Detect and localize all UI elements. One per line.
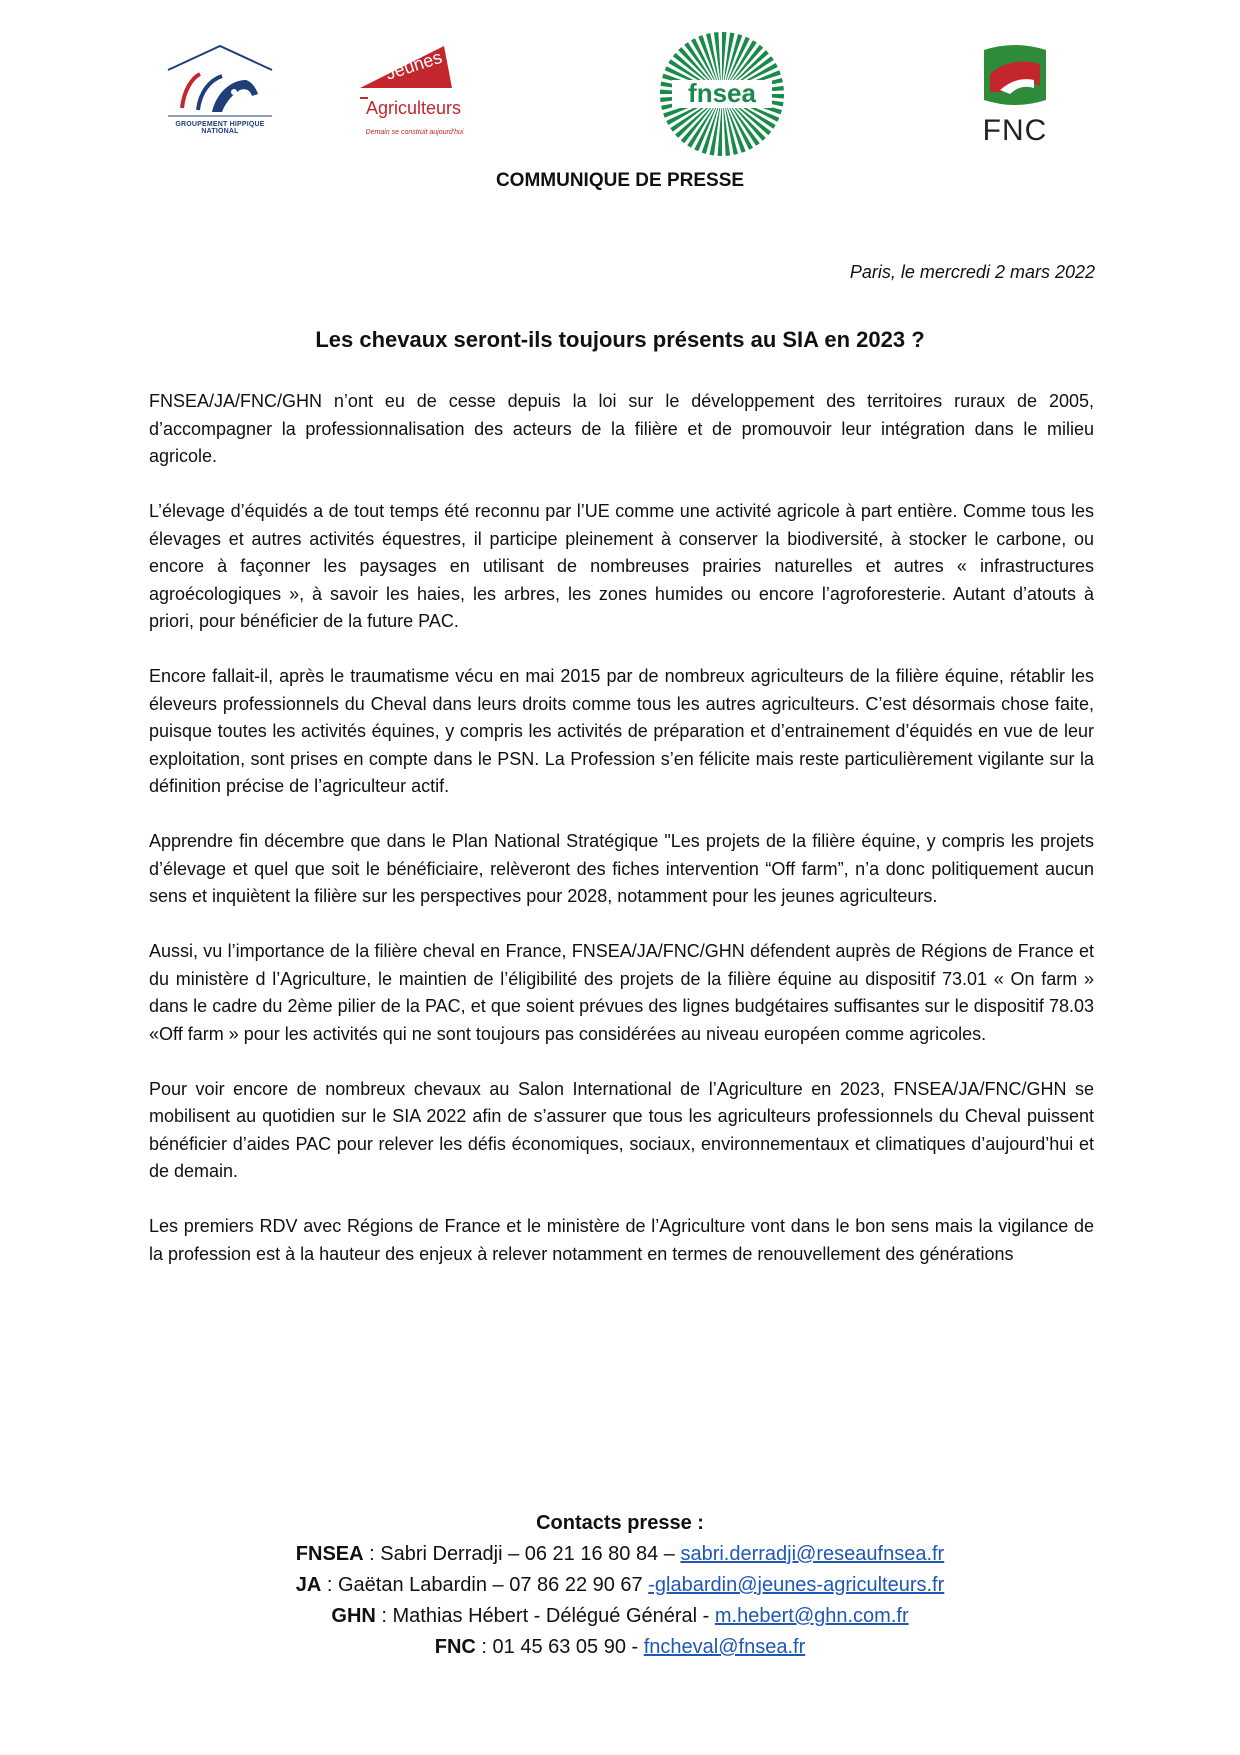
contact-email-link[interactable]: sabri.derradji@reseaufnsea.fr: [680, 1543, 945, 1565]
contact-details: : Mathias Hébert - Délégué Général -: [375, 1605, 715, 1627]
fnsea-logo: [658, 30, 786, 158]
ja-logo: [352, 38, 477, 138]
contact-line-fnc: [0, 1632, 1240, 1663]
fnc-logo-text: FNC: [982, 114, 1048, 147]
ja-slogan: Demain se construit aujourd'hui: [365, 129, 464, 136]
ghn-caption: GROUPEMENT HIPPIQUE NATIONAL: [175, 121, 265, 135]
body-text: [149, 388, 1094, 1296]
ja-logo-line1: Jeunes: [383, 46, 445, 84]
contact-line-ghn: [0, 1601, 1240, 1632]
ja-logo-graphic-icon: [352, 38, 477, 126]
document-title: Les chevaux seront-ils toujours présents au SIA en 2023 ?: [315, 327, 925, 352]
ghn-logo: [160, 40, 280, 135]
fnsea-logo-text: fnsea: [688, 78, 756, 108]
contact-line-fnsea: [0, 1539, 1240, 1570]
fnc-logo: [970, 40, 1060, 150]
contacts-title: Contacts presse :: [536, 1512, 704, 1534]
paragraph: Aussi, vu l’importance de la filière cheval en France, FNSEA/JA/FNC/GHN défendent auprès de Régions de France et du ministère d l’Agriculture, le maintien de l’éligibilité des projets de la filière équine au dispositif 73.01 « On farm » dans le cadre du 2ème pilier de la PAC, et que soient prévues des lignes budgétaires suffisantes sur le dispositif 78.03 «Off farm » pour les activités qui ne sont toujours pas considérées au niveau européen comme agricoles.: [149, 941, 1094, 1044]
fnsea-sunburst-icon: [658, 30, 786, 158]
fnc-emblem-icon: [970, 40, 1060, 112]
contact-email-link[interactable]: fncheval@fnsea.fr: [643, 1636, 806, 1658]
paragraph: Pour voir encore de nombreux chevaux au Salon International de l’Agriculture en 2023, FNSEA/JA/FNC/GHN se mobilisent au quotidien sur le SIA 2022 afin de s’assurer que tous les agriculteurs professionnels du Cheval puissent bénéficier d’aides PAC pour relever les défis économiques, sociaux, environnementaux et climatiques d’aujourd’hui et de demain.: [149, 1078, 1094, 1181]
contact-email-link[interactable]: m.hebert@ghn.com.fr: [714, 1605, 909, 1627]
logo-row: [140, 30, 1100, 150]
ghn-emblem-icon: [160, 40, 280, 120]
ja-logo-line2: Agriculteurs: [366, 98, 462, 118]
paragraph: Apprendre fin décembre que dans le Plan National Stratégique "Les projets de la filière équine, y compris les projets d’élevage et quel que soit le bénéficiaire, relèveront des fiches intervention “Off farm”, n’a donc politiquement aucun sens et inquiètent la filière sur les perspectives pour 2028, notamment pour les jeunes agriculteurs.: [149, 831, 1094, 906]
contact-org: FNSEA: [295, 1543, 364, 1565]
contact-org: FNC: [434, 1636, 476, 1658]
press-release-heading: COMMUNIQUE DE PRESSE: [495, 170, 745, 191]
press-contacts: [0, 1508, 1240, 1663]
paragraph: Les premiers RDV avec Régions de France et le ministère de l’Agriculture vont dans le bon sens mais la vigilance de la profession est à la hauteur des enjeux à relever notamment en termes de renouvellement des générations: [149, 1216, 1094, 1264]
contact-email-link[interactable]: -glabardin@jeunes-agriculteurs.fr: [648, 1574, 945, 1596]
contact-org: JA: [295, 1574, 322, 1596]
contact-details: : 01 45 63 05 90 -: [475, 1636, 644, 1658]
paragraph: Encore fallait-il, après le traumatisme vécu en mai 2015 par de nombreux agriculteurs de la filière équine, rétablir les éleveurs professionnels du Cheval dans leurs droits comme tous les autres agriculteurs. C’est désormais chose faite, puisque toutes les activités équines, y compris les activités de préparation et d’entrainement d’équidés en vue de leur exploitation, sont prises en compte dans le PSN. La Profession s’en félicite mais reste particulièrement vigilante sur la définition précise de l’agriculteur actif.: [149, 666, 1094, 796]
paragraph: L’élevage d’équidés a de tout temps été reconnu par l’UE comme une activité agricole à part entière. Comme tous les élevages et autres activités équestres, il participe pleinement à conserver la biodiversité, à stocker le carbone, ou encore à façonner les paysages en utilisant de nombreuses prairies naturelles et autres « infrastructures agroécologiques », à savoir les haies, les arbres, les zones humides ou encore l’agroforesterie. Autant d’atouts à priori, pour bénéficier de la future PAC.: [149, 501, 1094, 631]
date-line: Paris, le mercredi 2 mars 2022: [849, 262, 1095, 282]
contact-org: GHN: [331, 1605, 376, 1627]
contact-line-ja: [0, 1570, 1240, 1601]
contact-details: : Gaëtan Labardin – 07 86 22 90 67: [321, 1574, 649, 1596]
paragraph: FNSEA/JA/FNC/GHN n’ont eu de cesse depuis la loi sur le développement des territoires ruraux de 2005, d’accompagner la professionnalisation des acteurs de la filière et de promouvoir leur intégration dans le milieu agricole.: [149, 391, 1094, 466]
contact-details: : Sabri Derradji – 06 21 16 80 84 –: [363, 1543, 681, 1565]
